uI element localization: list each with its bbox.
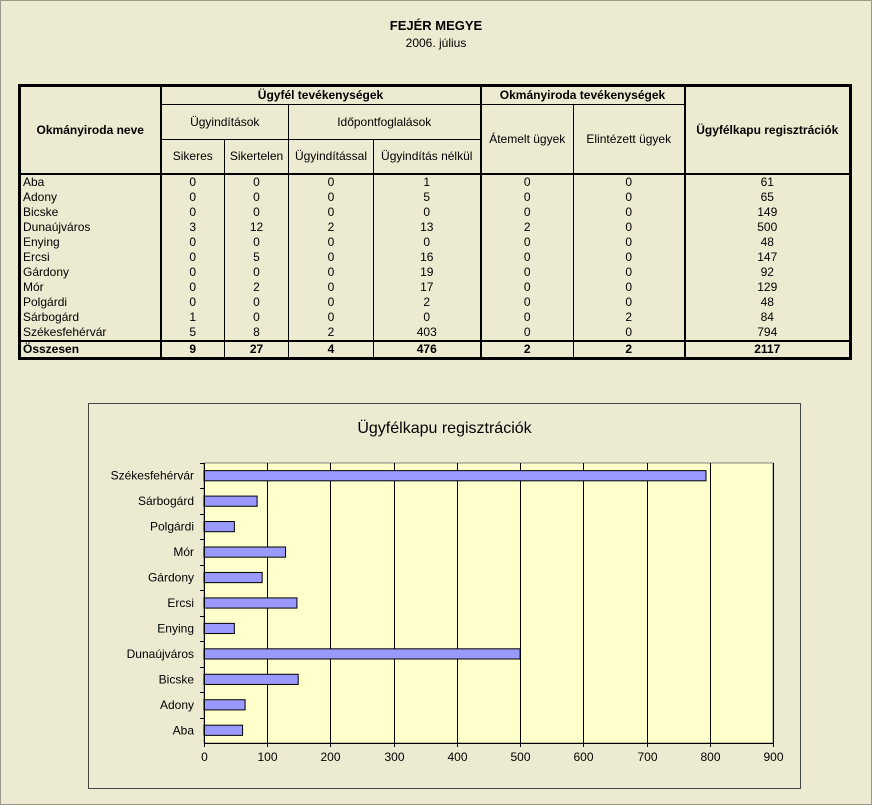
table-row <box>21 310 850 325</box>
header-case-starts: Ügyindítások <box>161 105 289 140</box>
registrations-cell: 147 <box>685 250 850 265</box>
unsuccessful-cell: 0 <box>225 265 289 280</box>
header-without-case-start: Ügyindítás nélkül <box>374 140 481 175</box>
header-unsuccessful: Sikertelen <box>225 140 289 175</box>
registrations-cell: 84 <box>685 310 850 325</box>
without-start-cell: 5 <box>374 190 481 205</box>
unsuccessful-cell: 0 <box>225 310 289 325</box>
with-start-cell: 0 <box>289 250 374 265</box>
bar <box>204 674 298 684</box>
transferred-cell: 0 <box>481 205 574 220</box>
table-row <box>21 265 850 280</box>
table-row <box>21 295 850 310</box>
transferred-cell: 0 <box>481 174 574 190</box>
transferred-cell: 0 <box>481 235 574 250</box>
successful-cell: 0 <box>161 295 225 310</box>
unsuccessful-cell: 27 <box>225 341 289 358</box>
page-subtitle: 2006. július <box>405 36 467 50</box>
x-tick-label: 400 <box>447 750 468 764</box>
table-row <box>21 325 850 341</box>
header-registrations: Ügyfélkapu regisztrációk <box>685 87 850 175</box>
category-label: Dunaújváros <box>126 646 194 661</box>
category-label: Mór <box>173 545 194 560</box>
without-start-cell: 0 <box>374 205 481 220</box>
category-label: Aba <box>172 723 194 738</box>
with-start-cell: 0 <box>289 174 374 190</box>
registrations-cell: 500 <box>685 220 850 235</box>
completed-cell: 0 <box>574 190 685 205</box>
transferred-cell: 0 <box>481 325 574 341</box>
with-start-cell: 0 <box>289 190 374 205</box>
with-start-cell: 2 <box>289 325 374 341</box>
successful-cell: 0 <box>161 174 225 190</box>
category-label: Székesfehérvár <box>110 468 194 483</box>
successful-cell: 0 <box>161 280 225 295</box>
table-row <box>21 190 850 205</box>
completed-cell: 2 <box>574 310 685 325</box>
transferred-cell: 0 <box>481 280 574 295</box>
unsuccessful-cell: 0 <box>225 205 289 220</box>
successful-cell: 1 <box>161 310 225 325</box>
without-start-cell: 17 <box>374 280 481 295</box>
office-name-cell: Gárdony <box>21 265 161 280</box>
x-tick-label: 500 <box>510 750 531 764</box>
office-name-cell: Enying <box>21 235 161 250</box>
category-label: Ercsi <box>167 596 194 610</box>
bar <box>204 700 245 710</box>
header-transferred: Átemelt ügyek <box>481 105 574 175</box>
x-tick-label: 800 <box>700 750 721 764</box>
successful-cell: 5 <box>161 325 225 341</box>
unsuccessful-cell: 0 <box>225 190 289 205</box>
chart-title: Ügyfélkapu regisztrációk <box>357 420 532 437</box>
office-name-cell: Polgárdi <box>21 295 161 310</box>
table-row <box>21 205 850 220</box>
registrations-cell: 48 <box>685 295 850 310</box>
table-row <box>21 235 850 250</box>
transferred-cell: 0 <box>481 310 574 325</box>
registrations-cell: 48 <box>685 235 850 250</box>
successful-cell: 0 <box>161 265 225 280</box>
transferred-cell: 2 <box>481 220 574 235</box>
statistics-table <box>20 86 850 358</box>
registrations-cell: 149 <box>685 205 850 220</box>
without-start-cell: 0 <box>374 235 481 250</box>
without-start-cell: 403 <box>374 325 481 341</box>
with-start-cell: 0 <box>289 205 374 220</box>
without-start-cell: 19 <box>374 265 481 280</box>
transferred-cell: 0 <box>481 250 574 265</box>
x-tick-label: 600 <box>573 750 594 764</box>
with-start-cell: 0 <box>289 295 374 310</box>
bar <box>204 471 706 481</box>
registrations-cell: 65 <box>685 190 850 205</box>
completed-cell: 0 <box>574 235 685 250</box>
unsuccessful-cell: 0 <box>225 295 289 310</box>
without-start-cell: 476 <box>374 341 481 358</box>
unsuccessful-cell: 2 <box>225 280 289 295</box>
x-tick-label: 700 <box>637 750 658 764</box>
office-name-cell: Ercsi <box>21 250 161 265</box>
header-bookings: Időpontfoglalások <box>289 105 481 140</box>
bar <box>204 547 286 557</box>
with-start-cell: 0 <box>289 310 374 325</box>
successful-cell: 0 <box>161 235 225 250</box>
registrations-cell: 2117 <box>685 341 850 358</box>
x-tick-label: 200 <box>320 750 341 764</box>
completed-cell: 0 <box>574 174 685 190</box>
office-name-cell: Sárbogárd <box>21 310 161 325</box>
bar <box>204 572 262 582</box>
bar <box>204 649 520 659</box>
x-tick-label: 300 <box>384 750 405 764</box>
completed-cell: 2 <box>574 341 685 358</box>
bar <box>204 623 234 633</box>
chart-container <box>88 403 801 789</box>
successful-cell: 9 <box>161 341 225 358</box>
successful-cell: 0 <box>161 190 225 205</box>
completed-cell: 0 <box>574 220 685 235</box>
with-start-cell: 4 <box>289 341 374 358</box>
header-successful: Sikeres <box>161 140 225 175</box>
registrations-cell: 129 <box>685 280 850 295</box>
with-start-cell: 0 <box>289 265 374 280</box>
completed-cell: 0 <box>574 250 685 265</box>
category-label: Sárbogárd <box>137 494 194 509</box>
unsuccessful-cell: 0 <box>225 235 289 250</box>
with-start-cell: 0 <box>289 280 374 295</box>
without-start-cell: 1 <box>374 174 481 190</box>
x-tick-label: 0 <box>201 750 208 764</box>
header-with-case-start: Ügyindítással <box>289 140 374 175</box>
office-name-cell: Aba <box>21 174 161 190</box>
without-start-cell: 0 <box>374 310 481 325</box>
transferred-cell: 2 <box>481 341 574 358</box>
completed-cell: 0 <box>574 280 685 295</box>
registrations-cell: 92 <box>685 265 850 280</box>
category-label: Enying <box>157 621 194 636</box>
successful-cell: 0 <box>161 250 225 265</box>
office-name-cell: Dunaújváros <box>21 220 161 235</box>
category-label: Polgárdi <box>149 519 194 534</box>
category-label: Bicske <box>158 672 194 687</box>
page-title: FEJÉR MEGYE <box>389 18 483 33</box>
office-name-cell: Bicske <box>21 205 161 220</box>
completed-cell: 0 <box>574 295 685 310</box>
unsuccessful-cell: 8 <box>225 325 289 341</box>
office-name-cell: Adony <box>21 190 161 205</box>
successful-cell: 3 <box>161 220 225 235</box>
header-office-activities: Okmányiroda tevékenységek <box>481 87 685 105</box>
table-row <box>21 250 850 265</box>
bar-chart <box>89 404 800 788</box>
office-name-cell: Mór <box>21 280 161 295</box>
table-total-row <box>21 341 850 358</box>
without-start-cell: 13 <box>374 220 481 235</box>
header-completed: Elintézett ügyek <box>574 105 685 175</box>
transferred-cell: 0 <box>481 190 574 205</box>
with-start-cell: 0 <box>289 235 374 250</box>
office-name-cell: Összesen <box>21 341 161 358</box>
without-start-cell: 16 <box>374 250 481 265</box>
table-row <box>21 174 850 190</box>
successful-cell: 0 <box>161 205 225 220</box>
bar <box>204 522 234 532</box>
without-start-cell: 2 <box>374 295 481 310</box>
header-client-activities: Ügyfél tevékenységek <box>161 87 481 105</box>
category-label: Gárdony <box>147 570 194 585</box>
bar <box>204 598 297 608</box>
completed-cell: 0 <box>574 265 685 280</box>
table-row <box>21 220 850 235</box>
office-name-cell: Székesfehérvár <box>21 325 161 341</box>
table-body <box>21 174 850 358</box>
x-tick-label: 100 <box>257 750 278 764</box>
header-office-name: Okmányiroda neve <box>21 87 161 175</box>
completed-cell: 0 <box>574 205 685 220</box>
registrations-cell: 61 <box>685 174 850 190</box>
bar <box>204 725 243 735</box>
category-label: Adony <box>159 697 194 712</box>
unsuccessful-cell: 12 <box>225 220 289 235</box>
transferred-cell: 0 <box>481 265 574 280</box>
bar <box>204 496 257 506</box>
table-row <box>21 280 850 295</box>
x-tick-label: 900 <box>763 750 784 764</box>
unsuccessful-cell: 5 <box>225 250 289 265</box>
transferred-cell: 0 <box>481 295 574 310</box>
registrations-cell: 794 <box>685 325 850 341</box>
unsuccessful-cell: 0 <box>225 174 289 190</box>
completed-cell: 0 <box>574 325 685 341</box>
with-start-cell: 2 <box>289 220 374 235</box>
